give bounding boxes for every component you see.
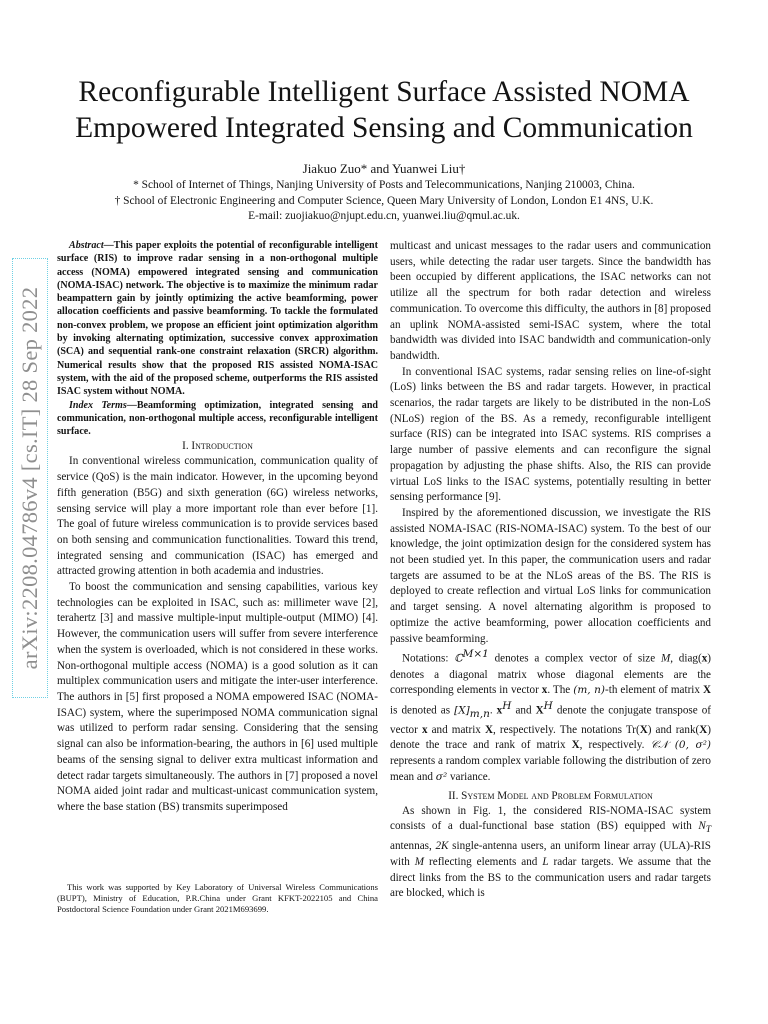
abstract-label: Abstract — [69, 240, 104, 251]
body-paragraph: In conventional ISAC systems, radar sensing relies on line-of-sight (LoS) links between the BS and radar targets. However, in practical scenarios, the radar targets are likely to be distributed in the non-LoS (NLoS) region of the BS. As a remedy, reconfigurable intelligent surface (RIS) can be integrated into ISAC systems. RIS comprises a large number of passive elements and can reconfigure the signal propagation by adjusting the phase shifts. Also, the RIS can provide virtual LoS links to the ISAC systems, potentially resulting in better sensing performance [9]. — [390, 365, 711, 504]
author-list: Jiakuo Zuo* and Yuanwei Liu† — [302, 161, 466, 176]
system-model-paragraph: As shown in Fig. 1, the considered RIS-NOMA-ISAC system consists of a dual-functional base station (BS) equipped with $N_T$ antennas, 2K single-antenna users, an uniform linear array (ULA)-RIS with M reflecting elements and L radar targets. We assume that the direct links from the BS to the communication users and radar targets are blocked, which is — [390, 804, 712, 900]
affiliations — [40, 178, 728, 225]
affiliation-2: † School of Electronic Engineering and Computer Science, Queen Mary University of London, London E1 4NS, U.K. — [114, 194, 654, 207]
section-title-system-model: II. System Model and Problem Formulation — [448, 789, 653, 802]
footnote-text: This work was supported by Key Laboratory of Universal Wireless Communications (BUPT), Ministry of Education, P.R.China under Grant KFKT-2022105 and China Postdoctoral Science Foundation under Grant 2021M693699. — [57, 882, 378, 915]
abstract-text: —This paper exploits the potential of reconfigurable intelligent surface (RIS) to improve radar sensing in a non-orthogonal multiple access (NOMA) empowered integrated sensing and communication (NOMA-ISAC) network. The objective is to maximize the minimum radar beampattern gain by jointly optimizing the active beamforming, power allocation coefficients and passive beamforming. To tackle the formulated non-convex problem, we propose an efficient joint optimization algorithm by invoking alternating optimization, successive convex approximation (SCA) and sequential rank-one constraint relaxation (SRCR) algorithm. Numerical results show that the proposed RIS assisted NOMA-ISAC system, with the aid of the proposed scheme, outperforms the RIS assisted ISAC system without NOMA. — [57, 240, 378, 398]
abstract — [57, 239, 378, 399]
index-terms-label: Index Terms — [69, 399, 127, 411]
funding-footnote — [57, 882, 378, 916]
author-emails: E-mail: zuojiakuo@njupt.edu.cn, yuanwei.liu@qmul.ac.uk. — [248, 210, 520, 222]
body-paragraph: To boost the communication and sensing capabilities, various key technologies can be exploited in ISAC, such as: millimeter wave [2], terahertz [3] and massive multiple-input multiple-output (MIMO) [4]. However, the communication users will suffer from severe interference when the system is overloaded, which is not considered in these works. Non-orthogonal multiple access (NOMA) is a good solution as it can multiplex communication users and mitigate the inter-user interference. The authors in [5] first proposed a NOMA empowered ISAC (NOMA-ISAC) system, where the superimposed NOMA communication signal was utilized to perform radar sensing. Considering that the sensing signal can also be information-bearing, the authors in [6] used multiple beams of the sensing signal to deliver extra multicast information and detect radar targets simultaneously. The authors in [7] proposed a novel NOMA aided joint radar and multicast-unicast communication system, where the base station (BS) transmits superimposed — [57, 581, 378, 813]
index-terms-text: —Beamforming optimization, integrated sensing and communication, non-orthogonal multiple access, reconfigurable intelligent surface. — [57, 399, 379, 438]
section-title-introduction: I. Introduction — [182, 440, 253, 453]
paper-title — [40, 74, 728, 146]
left-column — [57, 239, 378, 816]
notations-paragraph: Notations: ℂ$^{M\times 1}$ denotes a complex vector of size M, diag(x) denotes a diagonal matrix whose diagonal elements are the corresponding elements in vector x. The (m, n)-th element of matrix X is denoted as $[X]_{m,n}$. $x^H$ and $X^H$ denote the conjugate transpose of vector x and matrix X, respectively. The notations Tr(X) and rank(X) denote the trace and rank of matrix X, respectively. 𝒞𝒩 (0, σ²) represents a random complex variable following the distribution of zero mean and σ² variance. — [390, 648, 711, 783]
index-terms — [57, 399, 378, 439]
body-paragraph: multicast and unicast messages to the radar users and communication users, while detecting the radar user targets. Since the bandwidth has been occupied by different applications, the ISAC networks can not utilize all the spectrum for both radar detection and wireless communication. To overcome this difficulty, the authors in [8] proposed an uplink NOMA-assisted semi-ISAC system, where the total bandwidth was divided into ISAC bandwidth and communication-only bandwidth. — [390, 240, 711, 362]
arxiv-stamp: arXiv:2208.04786v4 [cs.IT] 28 Sep 2022 — [17, 286, 42, 670]
title-line-1: Reconfigurable Intelligent Surface Assisted NOMA — [78, 76, 690, 108]
affiliation-1: * School of Internet of Things, Nanjing University of Posts and Telecommunications, Nanjing 210003, China. — [133, 179, 635, 191]
body-paragraph: In conventional wireless communication, communication quality of service (QoS) is the main indicator. However, in the upcoming beyond fifth generation (B5G) and sixth generation (6G) wireless networks, sensing service will play a more important role than ever before [1]. The goal of future wireless communication is to provide services based on both sensing and communication functionalities. Toward this trend, integrated sensing and communication (ISAC) has emerged and attracted growing attention in both academia and industries. — [57, 455, 378, 578]
right-column — [390, 239, 711, 902]
body-paragraph: Inspired by the aforementioned discussion, we investigate the RIS assisted NOMA-ISAC (RIS-NOMA-ISAC) system. To the best of our knowledge, the joint optimization design for the considered system has not been studied yet. In this paper, the communication users and radar targets are assumed to be at the NLoS areas of the BS. The RIS is deployed to create reflection and virtual LoS links for communication and target sensing. A novel alternating algorithm is proposed to optimize the active beamforming, power allocation coefficients and passive beamforming. — [390, 506, 711, 645]
title-line-2: Empowered Integrated Sensing and Communication — [75, 112, 693, 144]
